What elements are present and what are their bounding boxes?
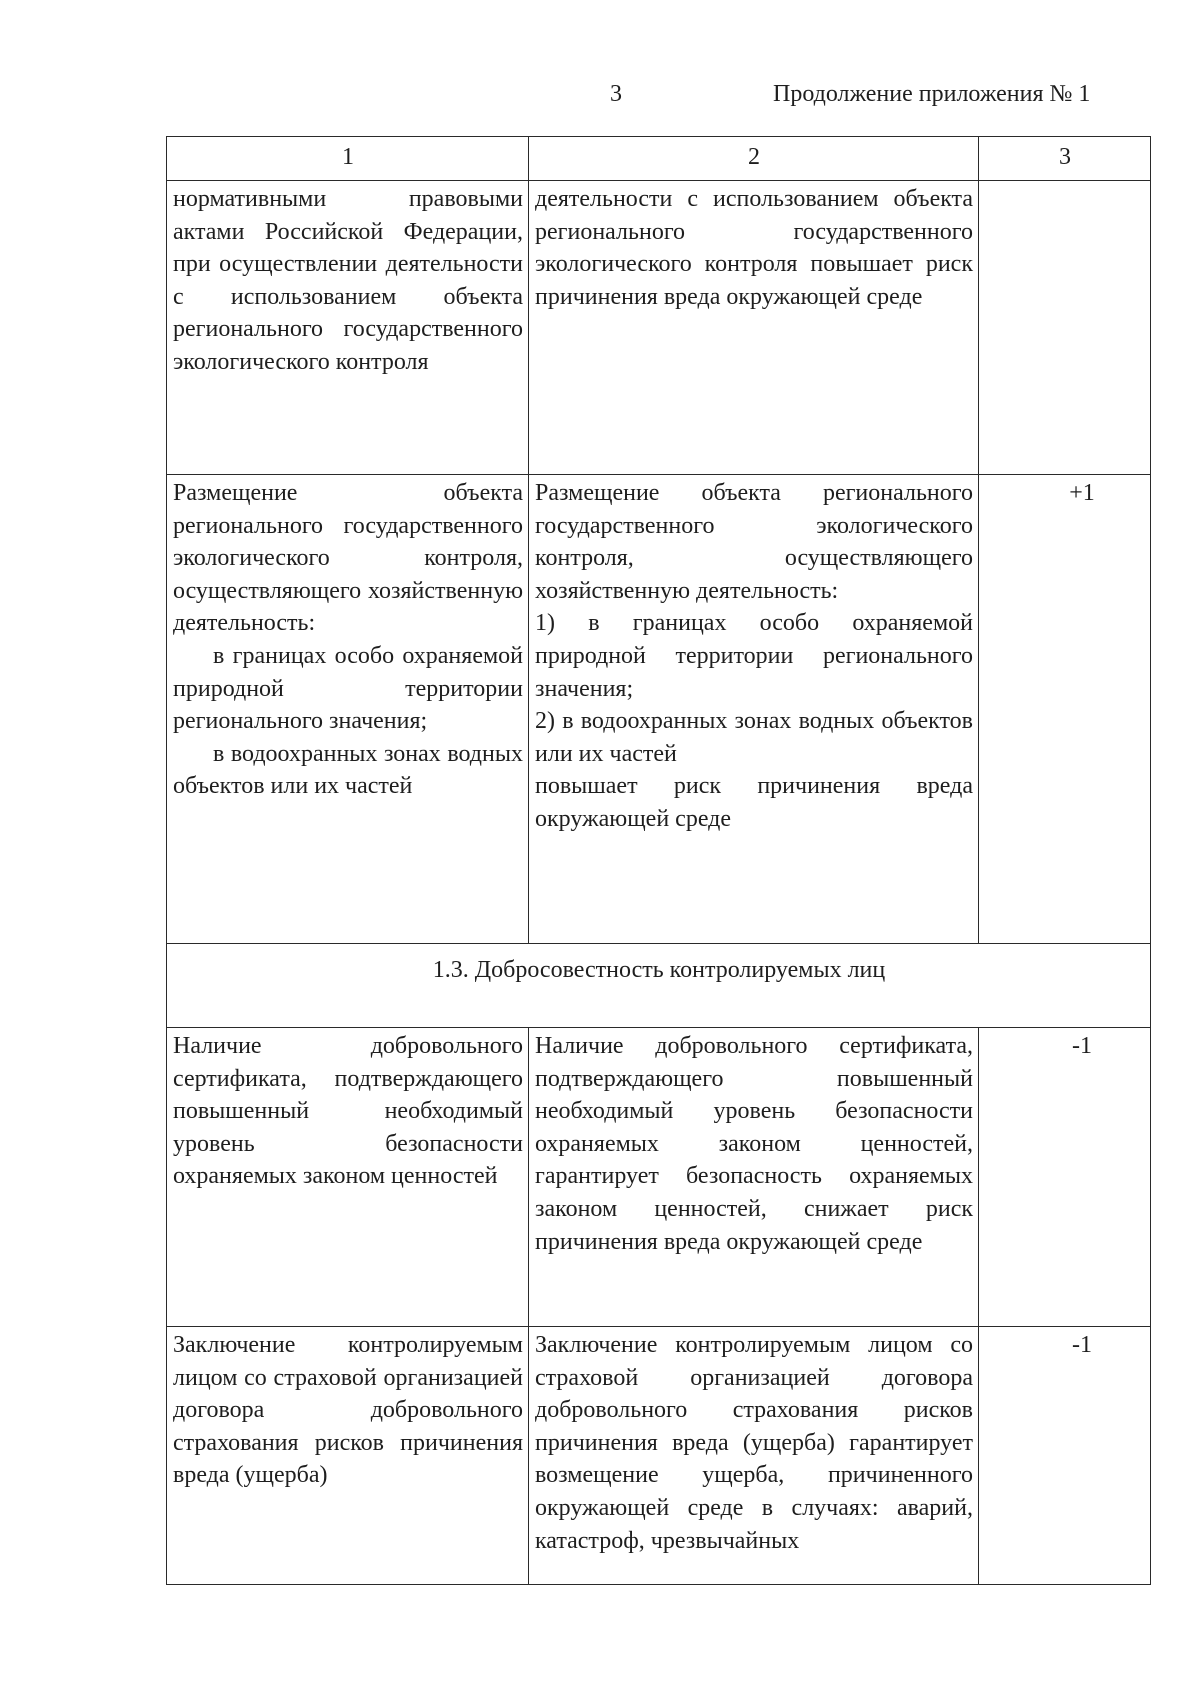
criterion-cell: Наличие добровольного сертификата, подтверждающего повышенный необходимый уровень безопасности охраняемых законом ценностей [167,1028,529,1327]
table-row [167,1327,1151,1585]
table-header-row [167,137,1151,181]
criterion-item: в границах особо охраняемой природной территории регионального значения; [173,642,523,735]
table-row [167,1028,1151,1327]
table-row [167,181,1151,475]
column-header-1: 1 [167,137,529,181]
table-row [167,475,1151,944]
column-header-2: 2 [529,137,979,181]
criterion-intro: Размещение объекта регионального государственного экологического контроля, осуществляющего хозяйственную деятельность: [173,480,523,637]
section-title: 1.3. Добросовестность контролируемых лиц [167,944,1151,1028]
criterion-cell: Заключение контролируемым лицом со страховой организацией договора добровольного страхования рисков причинения вреда (ущерба) [167,1327,529,1585]
score-cell: -1 [979,1028,1151,1327]
page-number: 3 [610,81,622,107]
description-item: 2) в водоохранных зонах водных объектов или их частей [535,708,973,767]
criterion-cell: нормативными правовыми актами Российской Федерации, при осуществлении деятельности с использованием объекта регионального государственного экологического контроля [167,181,529,475]
score-cell: +1 [979,475,1151,944]
description-cell: Наличие добровольного сертификата, подтверждающего повышенный необходимый уровень безопасности охраняемых законом ценностей, гарантирует безопасность охраняемых законом ценностей, снижает риск причинения вреда окружающей среде [529,1028,979,1327]
score-cell: -1 [979,1327,1151,1585]
description-outro: повышает риск причинения вреда окружающей среде [535,773,973,832]
page-continuation-label: Продолжение приложения № 1 [773,81,1091,107]
description-cell: деятельности с использованием объекта регионального государственного экологического контроля повышает риск причинения вреда окружающей среде [529,181,979,475]
criteria-table [166,136,1151,1585]
criterion-cell [167,475,529,944]
description-intro: Размещение объекта регионального государственного экологического контроля, осуществляющего хозяйственную деятельность: [535,480,973,604]
score-cell [979,181,1151,475]
criterion-item: в водоохранных зонах водных объектов или их частей [173,740,523,800]
description-cell [529,475,979,944]
description-item: 1) в границах особо охраняемой природной территории регионального значения; [535,610,973,702]
section-row [167,944,1151,1028]
description-cell: Заключение контролируемым лицом со страховой организацией договора добровольного страхования рисков причинения вреда (ущерба) гарантирует возмещение ущерба, причиненного окружающей среде в случаях: аварий, катастроф, чрезвычайных [529,1327,979,1585]
column-header-3: 3 [979,137,1151,181]
